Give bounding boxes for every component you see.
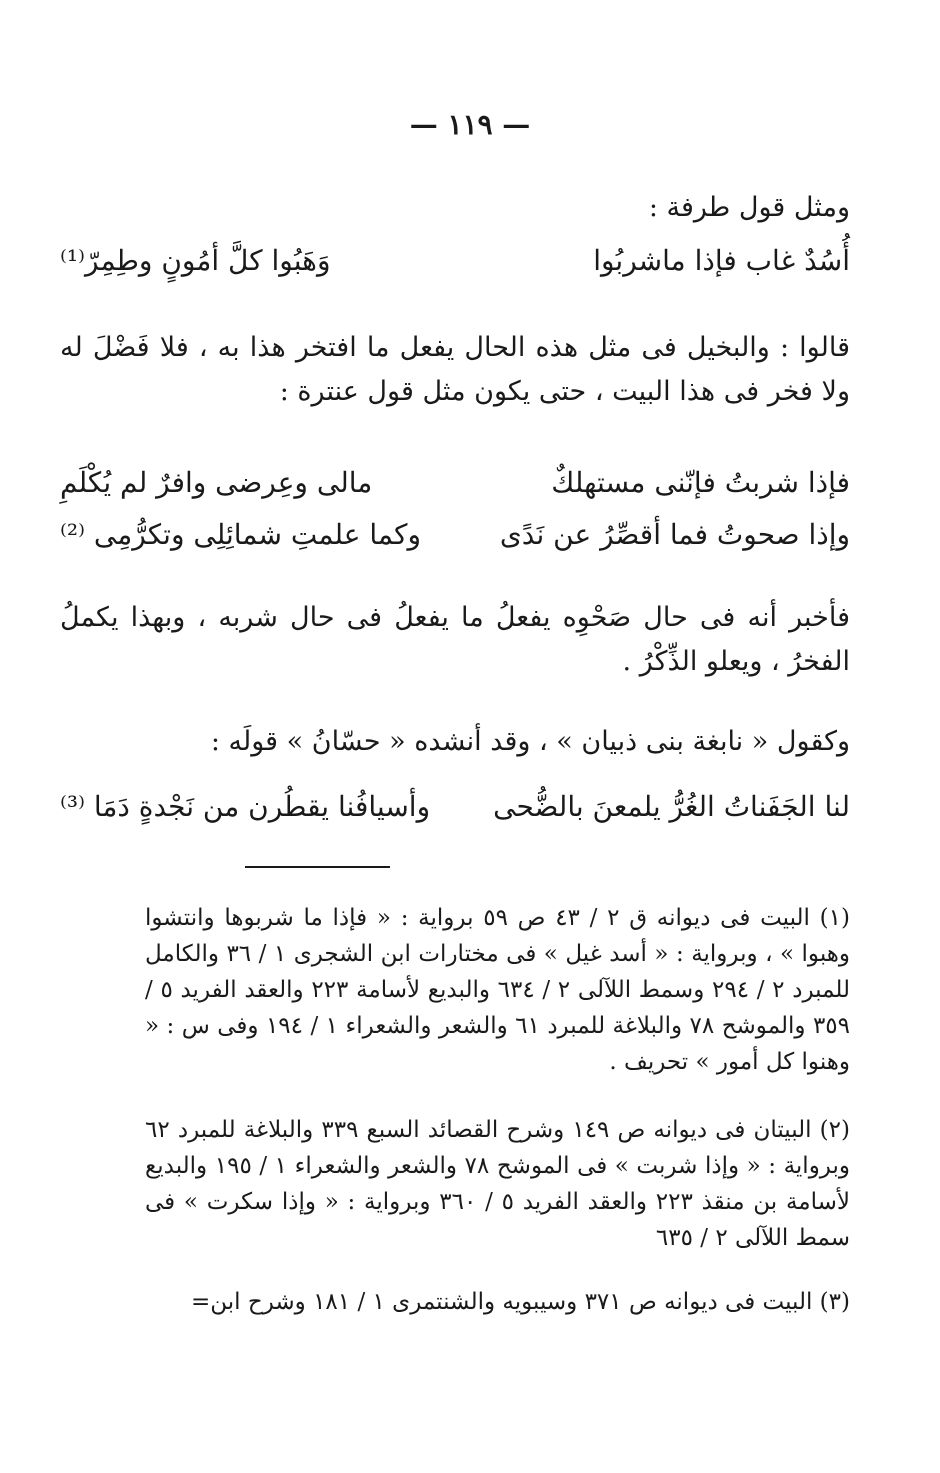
footnote-3: (٣) البيت فى ديوانه ص ٣٧١ وسيبويه والشنتمرى ١ / ١٨١ وشرح ابن= — [190, 1289, 850, 1315]
footnote-1: (١) البيت فى ديوانه ق ٢ / ٤٣ ص ٥٩ برواية : « فإذا ما شربوها وانتشوا وهبوا » ، وبرواية : « أسد غيل » فى مختارات ابن الشجرى ١ / ٣٦ والكامل للمبرد ٢ / ٢٩٤ وسمط اللآلى ٢ / ٦٣٤ والبديع لأسامة ٢٢٣ والعقد الفريد ٥ / ٣٥٩ والموشح ٧٨ والبلاغة للمبرد ٦١ والشعر والشعراء ١ / ١٩٤ وفى س : « وهنوا كل أمور » تحريف . — [145, 905, 850, 1075]
verse-hassan-first-hemistich: لنا الجَفَناتُ الغُرُّ يلمعنَ بالضُّحى — [493, 790, 850, 823]
verse-tarafa-second-hemistich: وَهَبُوا كلَّ أمُونٍ وطِمِرّ⁽¹⁾ — [60, 244, 331, 277]
intro-nabigha: وكقول « نابغة بنى ذبيان » ، وقد أنشده « حسّانُ » قولَه : — [210, 726, 850, 757]
commentary-paragraph-1: قالوا : والبخيل فى مثل هذه الحال يفعل ما افتخر هذا به ، فلا فَضْلَ له ولا فخر فى هذا البيت ، حتى يكون مثل قول عنترة : — [60, 332, 850, 407]
footnote-2: (٢) البيتان فى ديوانه ص ١٤٩ وشرح القصائد السبع ٣٣٩ والبلاغة للمبرد ٦٢ وبرواية : « وإذا شربت » فى الموشح ٧٨ والشعر والشعراء ١ / ١٩٥ والبديع لأسامة بن منقذ ٢٢٣ والعقد الفريد ٥ / ٣٦٠ وبرواية : « وإذا سكرت » فى سمط اللآلى ٢ / ٦٣٥ — [145, 1117, 851, 1251]
verse-antara-2-second-hemistich: وكما علمتِ شمائِلِى وتكرُّمِى ⁽²⁾ — [60, 518, 421, 551]
verse-hassan-second-hemistich: وأسيافُنا يقطُرن من نَجْدةٍ دَمَا ⁽³⁾ — [60, 790, 431, 823]
commentary-paragraph-2: فأخبر أنه فى حال صَحْوِه يفعلُ ما يفعلُ فى حال شربه ، وبهذا يكملُ الفخرُ ، ويعلو الذِّكْرُ . — [60, 602, 850, 677]
verse-hassan — [60, 790, 850, 838]
verse-antara-2-first-hemistich: وإذا صحوتُ فما أقصِّرُ عن نَدًى — [499, 518, 850, 551]
verse-antara-2 — [60, 518, 850, 566]
verse-antara-1-second-hemistich: مالى وعِرضى وافرٌ لم يُكْلَمِ — [60, 466, 373, 499]
page-number: — ١١٩ — — [409, 108, 531, 141]
verse-tarafa — [60, 244, 850, 292]
footnote-separator — [245, 866, 390, 868]
verse-antara-1 — [60, 466, 850, 514]
verse-antara-1-first-hemistich: فإذا شربتُ فإنّنى مستهلكٌ — [551, 466, 850, 499]
intro-tarafa: ومثل قول طرفة : — [648, 192, 850, 223]
verse-tarafa-first-hemistich: أُسُدٌ غاب فإذا ماشربُوا — [593, 244, 850, 277]
